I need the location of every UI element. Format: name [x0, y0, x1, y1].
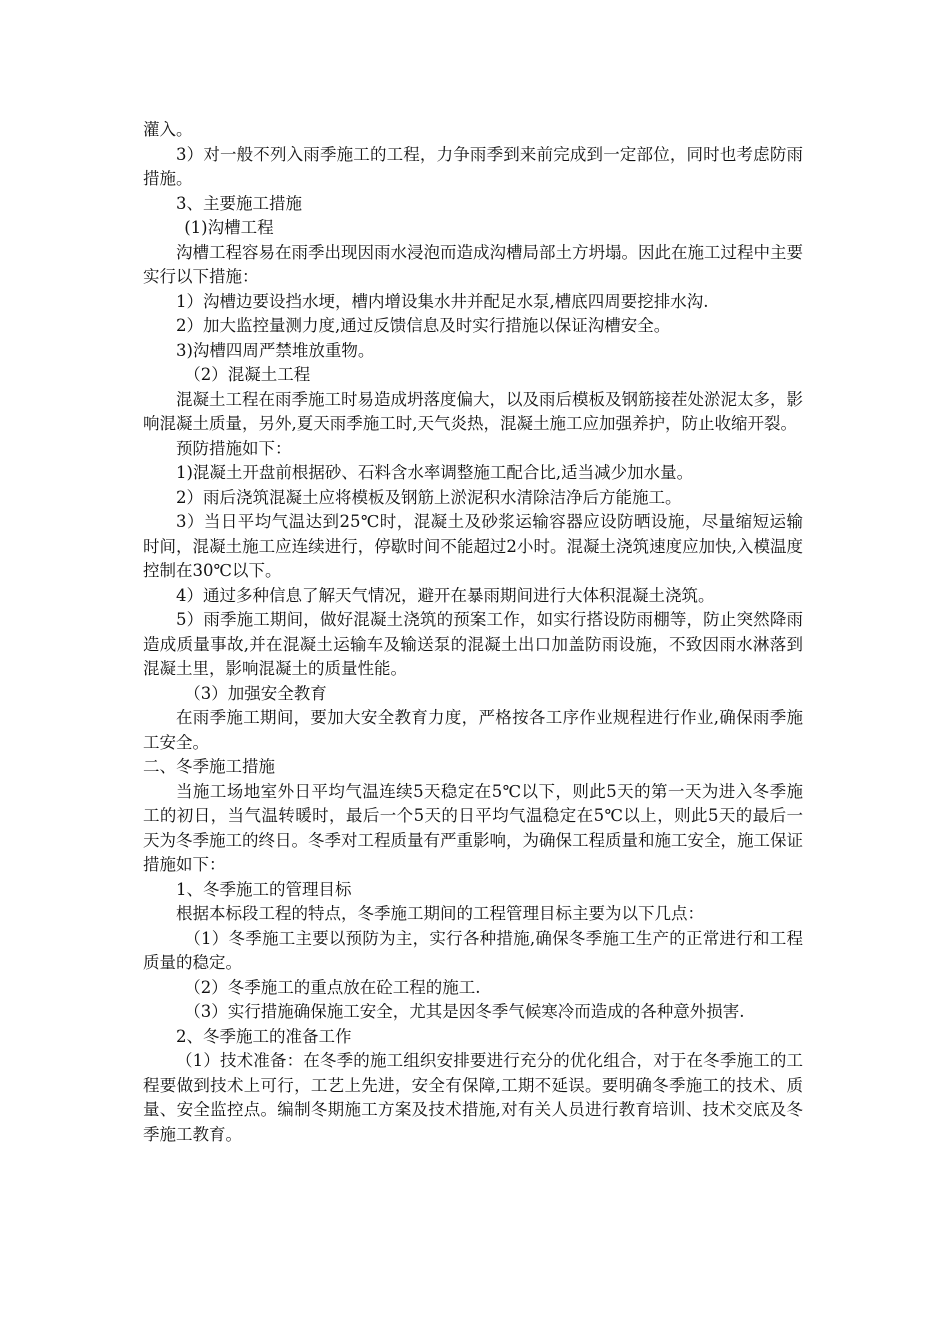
paragraph: 3）对一般不列入雨季施工的工程，力争雨季到来前完成到一定部位，同时也考虑防雨措施。 [143, 144, 803, 188]
subsection-heading: (1)沟槽工程 [184, 218, 274, 237]
list-item: 2）加大监控量测力度,通过反馈信息及时实行措施以保证沟槽安全。 [176, 316, 671, 335]
subsection-heading: （2）混凝土工程 [184, 365, 311, 384]
list-item: 3）当日平均气温达到25℃时，混凝土及砂浆运输容器应设防晒设施，尽量缩短运输时间，混凝土施工应连续进行，停歇时间不能超过2小时。混凝土浇筑速度应加快,入模温度控制在30℃以下。 [143, 512, 803, 580]
document-page [143, 118, 803, 1147]
paragraph: 当施工场地室外日平均气温连续5天稳定在5℃以下，则此5天的第一天为进入冬季施工的初日，当气温转暖时，最后一个5天的日平均气温稳定在5℃以上，则此5天的最后一天为冬季施工的终日。冬季对工程质量有严重影响，为确保工程质量和施工安全，施工保证措施如下： [143, 781, 803, 874]
paragraph: 灌入。 [143, 120, 193, 139]
section-heading: 1、冬季施工的管理目标 [176, 879, 352, 899]
paragraph: 根据本标段工程的特点，冬季施工期间的工程管理目标主要为以下几点： [176, 904, 704, 923]
section-heading: 2、冬季施工的准备工作 [176, 1026, 352, 1046]
paragraph: 预防措施如下： [176, 438, 292, 458]
list-item: （1）冬季施工主要以预防为主，实行各种措施,确保冬季施工生产的正常进行和工程质量的稳定。 [143, 928, 803, 972]
paragraph: 混凝土工程在雨季施工时易造成坍落度偏大，以及雨后模板及钢筋接茬处淤泥太多，影响混凝土质量，另外,夏天雨季施工时,天气炎热，混凝土施工应加强养护，防止收缩开裂。 [143, 389, 803, 433]
list-item: 3)沟槽四周严禁堆放重物。 [176, 340, 375, 360]
paragraph: 沟槽工程容易在雨季出现因雨水浸泡而造成沟槽局部土方坍塌。因此在施工过程中主要实行以下措施： [143, 242, 803, 286]
chapter-heading: 二、冬季施工措施 [143, 757, 275, 776]
list-item: （2）冬季施工的重点放在砼工程的施工. [184, 977, 481, 997]
list-item: 5）雨季施工期间，做好混凝土浇筑的预案工作，如实行搭设防雨棚等，防止突然降雨造成质量事故,并在混凝土运输车及输送泵的混凝土出口加盖防雨设施，不致因雨水淋落到混凝土里，影响混凝土的质量性能。 [143, 610, 803, 678]
subsection-heading: （3）加强安全教育 [184, 683, 327, 703]
list-item: 4）通过多种信息了解天气情况，避开在暴雨期间进行大体积混凝土浇筑。 [176, 585, 715, 605]
list-item: 1)混凝土开盘前根据砂、石料含水率调整施工配合比,适当减少加水量。 [176, 463, 694, 482]
list-item: （3）实行措施确保施工安全，尤其是因冬季气候寒冷而造成的各种意外损害. [184, 1002, 745, 1021]
section-heading: 3、主要施工措施 [176, 193, 302, 213]
paragraph: （1）技术准备：在冬季的施工组织安排要进行充分的优化组合，对于在冬季施工的工程要做到技术上可行，工艺上先进，安全有保障,工期不延误。要明确冬季施工的技术、质量、安全监控点。编制冬期施工方案及技术措施,对有关人员进行教育培训、技术交底及冬季施工教育。 [143, 1051, 803, 1144]
list-item: 2）雨后浇筑混凝土应将模板及钢筋上淤泥积水清除洁净后方能施工。 [176, 487, 682, 507]
paragraph: 在雨季施工期间，要加大安全教育力度，严格按各工序作业规程进行作业,确保雨季施工安全。 [143, 708, 803, 752]
list-item: 1）沟槽边要设挡水埂，槽内增设集水井并配足水泵,槽底四周要挖排水沟. [176, 291, 709, 311]
